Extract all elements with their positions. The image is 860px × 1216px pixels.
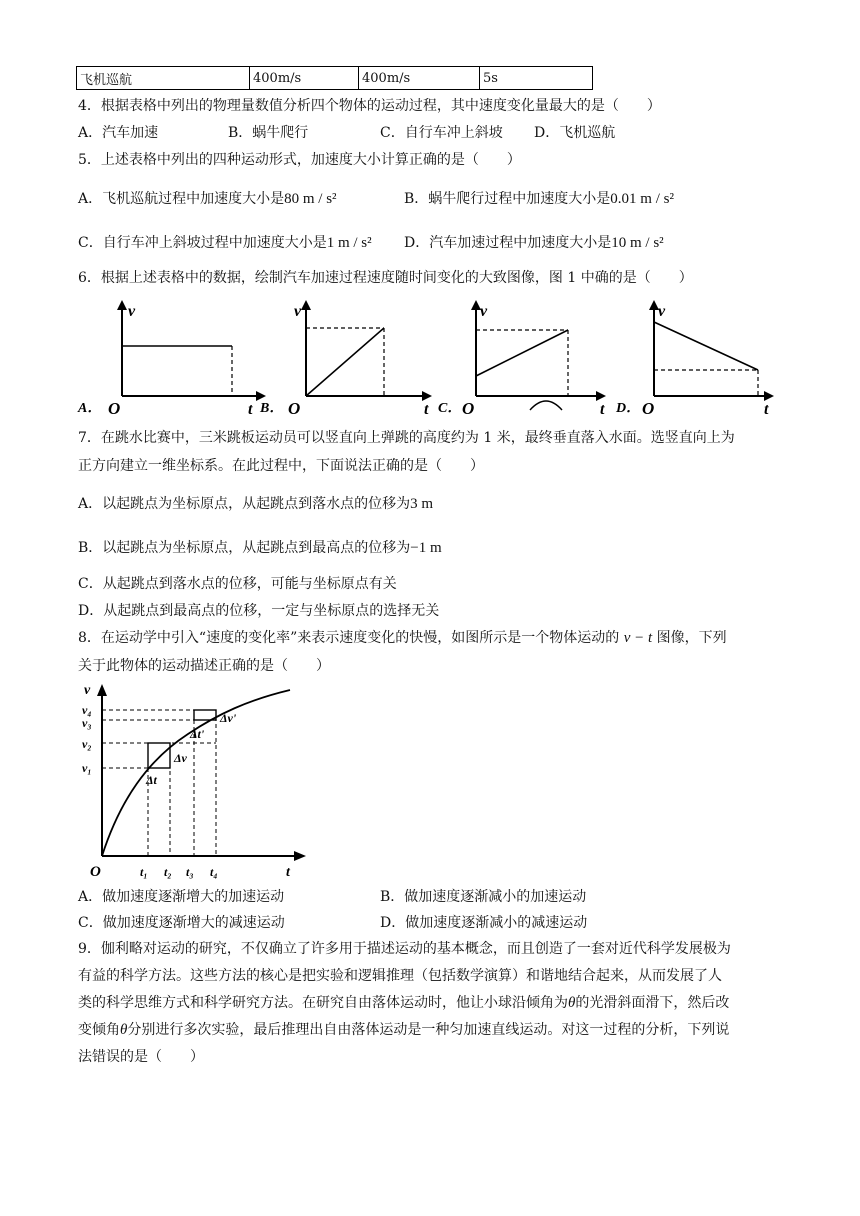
stem-text: 8．在运动学中引入“速度的变化率”来表示速度变化的快慢，如图所示是一个物体运动的 (78, 630, 620, 646)
v4-label: v₄ (82, 703, 92, 717)
q7-stem-line-2: 正方向建立一维坐标系。在此过程中，下面说法正确的是（ ） (78, 458, 484, 474)
theta-symbol: θ (568, 995, 576, 1011)
v1-label: v₁ (82, 761, 92, 775)
option-value: 10 m / s² (611, 235, 664, 251)
delta-t-label: Δt (146, 773, 157, 787)
q6-graphs (76, 300, 776, 416)
axis-t-label: t (248, 401, 253, 416)
graph-b (259, 300, 432, 416)
option-value: 1 m / s² (326, 235, 372, 251)
v3-label: v₃ (82, 716, 92, 730)
t3-label: t₃ (186, 865, 194, 879)
stem-text: 图像，下列 (656, 630, 727, 646)
arrow-icon (294, 851, 306, 861)
line-text: 变倾角 (78, 1022, 120, 1038)
origin-label: O (462, 399, 475, 416)
axis-v-label: v (128, 303, 136, 320)
q5-option-a (78, 188, 337, 208)
origin-label: O (288, 399, 301, 416)
line-text: 类的科学思维方式和科学研究方法。在研究自由落体运动时，他让小球沿倾角为 (78, 995, 568, 1011)
q4-option-d: D．飞机巡航 (534, 125, 616, 141)
q4-stem: 4．根据表格中列出的物理量数值分析四个物体的运动过程，其中速度变化量最大的是（ ） (78, 98, 661, 114)
delta-t-prime-label: Δt' (190, 727, 205, 741)
q7-stem-line-1: 7．在跳水比赛中，三米跳板运动员可以竖直向上弹跳的高度约为 1 米，最终垂直落入水面。选竖直向上为 (78, 430, 735, 446)
q8-vt-graph (78, 680, 314, 880)
q7-option-a (78, 493, 433, 513)
q8-option-d: D．做加速度逐渐减小的减速运动 (380, 915, 588, 931)
option-text: B．蜗牛爬行过程中加速度大小是 (404, 191, 611, 207)
graph-a (77, 300, 266, 416)
option-text: C．自行车冲上斜坡过程中加速度大小是 (78, 235, 327, 251)
graph-c-label: C． (438, 401, 462, 416)
option-value: 80 m / s² (284, 191, 337, 207)
velocity-line (476, 330, 568, 376)
data-table (76, 66, 593, 90)
option-text: D．汽车加速过程中加速度大小是 (404, 235, 612, 251)
arrow-icon (596, 391, 606, 401)
q5-option-b (404, 188, 674, 208)
arrow-icon (301, 300, 311, 310)
table-row (77, 67, 593, 90)
q7-option-c: C．从起跳点到落水点的位移，可能与坐标原点有关 (78, 576, 397, 592)
arrow-icon (422, 391, 432, 401)
table-cell: 400m/s (250, 67, 359, 90)
velocity-line (654, 322, 758, 370)
q5-option-c (78, 232, 372, 252)
origin-label: O (108, 399, 121, 416)
table-cell: 400m/s (359, 67, 480, 90)
q9-line-5: 法错误的是（ ） (78, 1049, 204, 1065)
graph-d-label: D． (616, 401, 641, 416)
q4-option-c: C．自行车冲上斜坡 (380, 125, 503, 141)
graph-a-label: A． (78, 401, 102, 416)
axis-v-label: v (84, 683, 91, 698)
arrow-icon (256, 391, 266, 401)
axis-v-label: v (658, 303, 666, 320)
velocity-line (306, 328, 384, 396)
velocity-curve (102, 690, 290, 856)
q8-stem-line-2: 关于此物体的运动描述正确的是（ ） (78, 658, 330, 674)
option-value: 3 m (410, 496, 434, 512)
option-value: −1 m (410, 540, 442, 556)
q6-stem: 6．根据上述表格中的数据，绘制汽车加速过程速度随时间变化的大致图像，图 1 中确的是（ ） (78, 270, 693, 286)
q8-stem-line-1 (78, 628, 727, 648)
q9-line-1: 9．伽利略对运动的研究，不仅确立了许多用于描述运动的基本概念，而且创造了一套对近代科学发展极为 (78, 941, 731, 957)
arrow-icon (764, 391, 774, 401)
graph-c (438, 300, 606, 416)
axis-v-label: v (294, 303, 302, 320)
option-text: B．以起跳点为坐标原点，从起跳点到最高点的位移为 (78, 540, 411, 556)
option-text: A．飞机巡航过程中加速度大小是 (78, 191, 285, 207)
q7-option-d: D．从起跳点到最高点的位移，一定与坐标原点的选择无关 (78, 603, 440, 619)
t2-label: t₂ (164, 865, 172, 879)
axis-v-label: v (480, 303, 488, 320)
option-value: 0.01 m / s² (610, 191, 674, 207)
graph-d (615, 300, 774, 416)
q5-stem: 5．上述表格中列出的四种运动形式，加速度大小计算正确的是（ ） (78, 152, 521, 168)
q8-option-c: C．做加速度逐渐增大的减速运动 (78, 915, 285, 931)
line-text: 分别进行多次实验，最后推理出自由落体运动是一种匀加速直线运动。对这一过程的分析，下列说 (127, 1022, 730, 1038)
line-text: 的光滑斜面滑下，然后改 (575, 995, 730, 1011)
q7-option-b (78, 537, 442, 557)
v2-label: v₂ (82, 737, 92, 751)
t1-label: t₁ (140, 865, 148, 879)
q9-line-4 (78, 1020, 729, 1040)
delta-v-prime-label: Δv' (220, 711, 237, 725)
q8-option-a: A．做加速度逐渐增大的加速运动 (78, 889, 285, 905)
theta-symbol: θ (120, 1022, 128, 1038)
origin-label: O (90, 864, 101, 880)
q9-line-2: 有益的科学方法。这些方法的核心是把实验和逻辑推理（包括数学演算）和谐地结合起来，从而发展了人 (78, 968, 722, 984)
table-cell: 飞机巡航 (77, 67, 250, 90)
axis-t-label: t (424, 401, 429, 416)
axis-t-label: t (764, 401, 769, 416)
axis-t-label: t (286, 865, 290, 880)
origin-label: O (642, 399, 655, 416)
q9-line-3 (78, 993, 729, 1013)
q8-option-b: B．做加速度逐渐减小的加速运动 (380, 889, 587, 905)
q5-option-d (404, 232, 664, 252)
axis-t-label: t (600, 401, 605, 416)
graph-b-label: B． (260, 401, 284, 416)
q4-option-b: B．蜗牛爬行 (228, 125, 309, 141)
q4-option-a: A．汽车加速 (78, 125, 159, 141)
delta-v-label: Δv (174, 751, 187, 765)
option-text: A．以起跳点为坐标原点，从起跳点到落水点的位移为 (78, 496, 411, 512)
scribble-mark (530, 401, 562, 410)
arrow-icon (117, 300, 127, 310)
stem-math: v − t (623, 630, 653, 646)
t4-label: t₄ (210, 865, 218, 879)
arrow-icon (97, 684, 107, 696)
table-cell: 5s (480, 67, 593, 90)
